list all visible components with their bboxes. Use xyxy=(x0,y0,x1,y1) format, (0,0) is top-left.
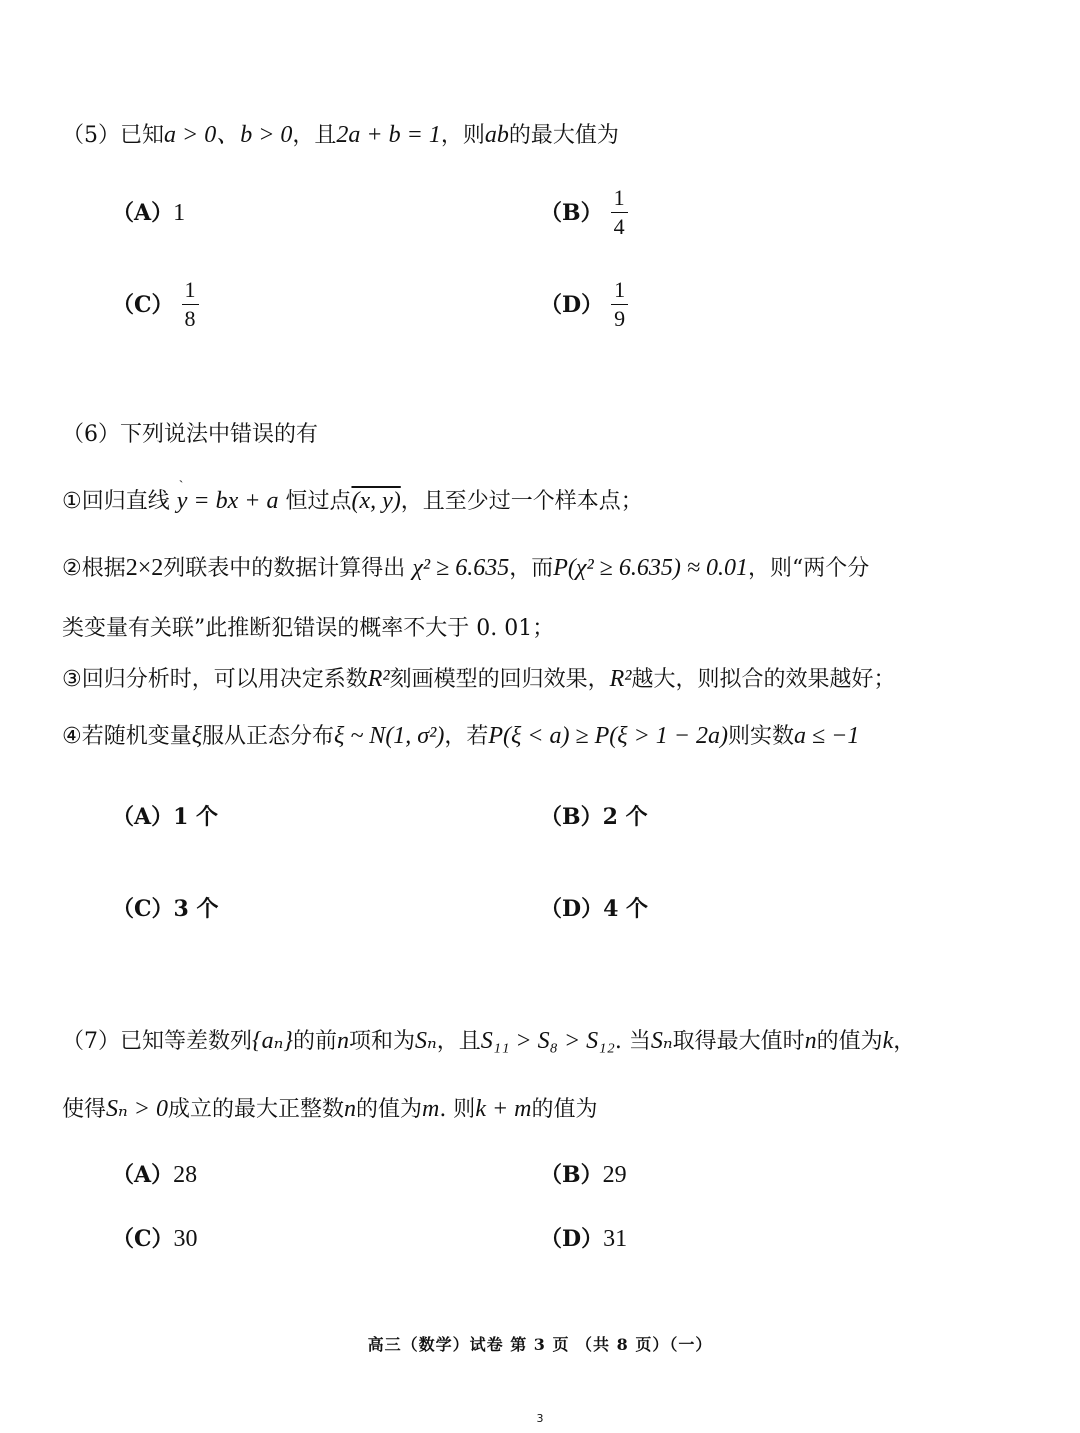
q6-statement-2: ②根据2×2列联表中的数据计算得出 χ² ≥ 6.635，而P(χ² ≥ 6.635) ≈ 0.01，则“两个分 xyxy=(62,555,870,581)
q7-stem: （7）已知等差数列{aₙ}的前n项和为Sₙ，且S₁₁ > S₈ > S₁₂. 当Sₙ取得最大值时n的值为k， xyxy=(62,1028,916,1054)
fraction: $\frac{1}{4}$ xyxy=(611,186,628,239)
q6-option-b[interactable]: （B）2 个 xyxy=(540,804,648,830)
q7-option-d[interactable]: （D）31 xyxy=(540,1226,628,1252)
q5-option-c[interactable]: （C） $\frac{1}{8}$ xyxy=(112,278,199,331)
q6-stem: （6）下列说法中错误的有 xyxy=(62,422,319,447)
q7-option-a[interactable]: （A）28 xyxy=(112,1162,198,1188)
q7-stem-cont: 使得Sₙ > 0成立的最大正整数n的值为m. 则k + m的值为 xyxy=(62,1096,598,1122)
page-number: 3 xyxy=(536,1412,544,1425)
q6-option-d[interactable]: （D）4 个 xyxy=(540,896,649,922)
fraction: $\frac{1}{9}$ xyxy=(611,278,628,331)
q7-option-c[interactable]: （C）30 xyxy=(112,1226,198,1252)
q5-option-a[interactable]: （A）1 xyxy=(112,200,186,226)
q6-statement-2-cont: 类变量有关联”此推断犯错误的概率不大于 0. 01； xyxy=(62,616,555,641)
q5-option-d[interactable]: （D） $\frac{1}{9}$ xyxy=(540,278,628,331)
fraction: $\frac{1}{8}$ xyxy=(182,278,199,331)
q7-option-b[interactable]: （B）29 xyxy=(540,1162,627,1188)
q5-option-b[interactable]: （B） $\frac{1}{4}$ xyxy=(540,186,628,239)
page-footer: 高三（数学）试卷 第 3 页 （共 8 页）（一） xyxy=(367,1335,713,1354)
q6-statement-4: ④若随机变量ξ服从正态分布ξ ~ N(1, σ²)，若P(ξ < a) ≥ P(ξ > 1 − 2a)则实数a ≤ −1 xyxy=(62,723,860,749)
q5-stem: （5）已知a > 0、b > 0，且2a + b = 1，则ab的最大值为 xyxy=(62,122,619,148)
q6-statement-3: ③回归分析时，可以用决定系数R²刻画模型的回归效果，R²越大，则拟合的效果越好； xyxy=(62,666,896,692)
q6-option-a[interactable]: （A）1 个 xyxy=(112,804,219,830)
q6-option-c[interactable]: （C）3 个 xyxy=(112,896,219,922)
q6-statement-1: ①回归直线 ˋ y = bx + a 恒过点(x, y)，且至少过一个样本点； xyxy=(62,486,643,517)
